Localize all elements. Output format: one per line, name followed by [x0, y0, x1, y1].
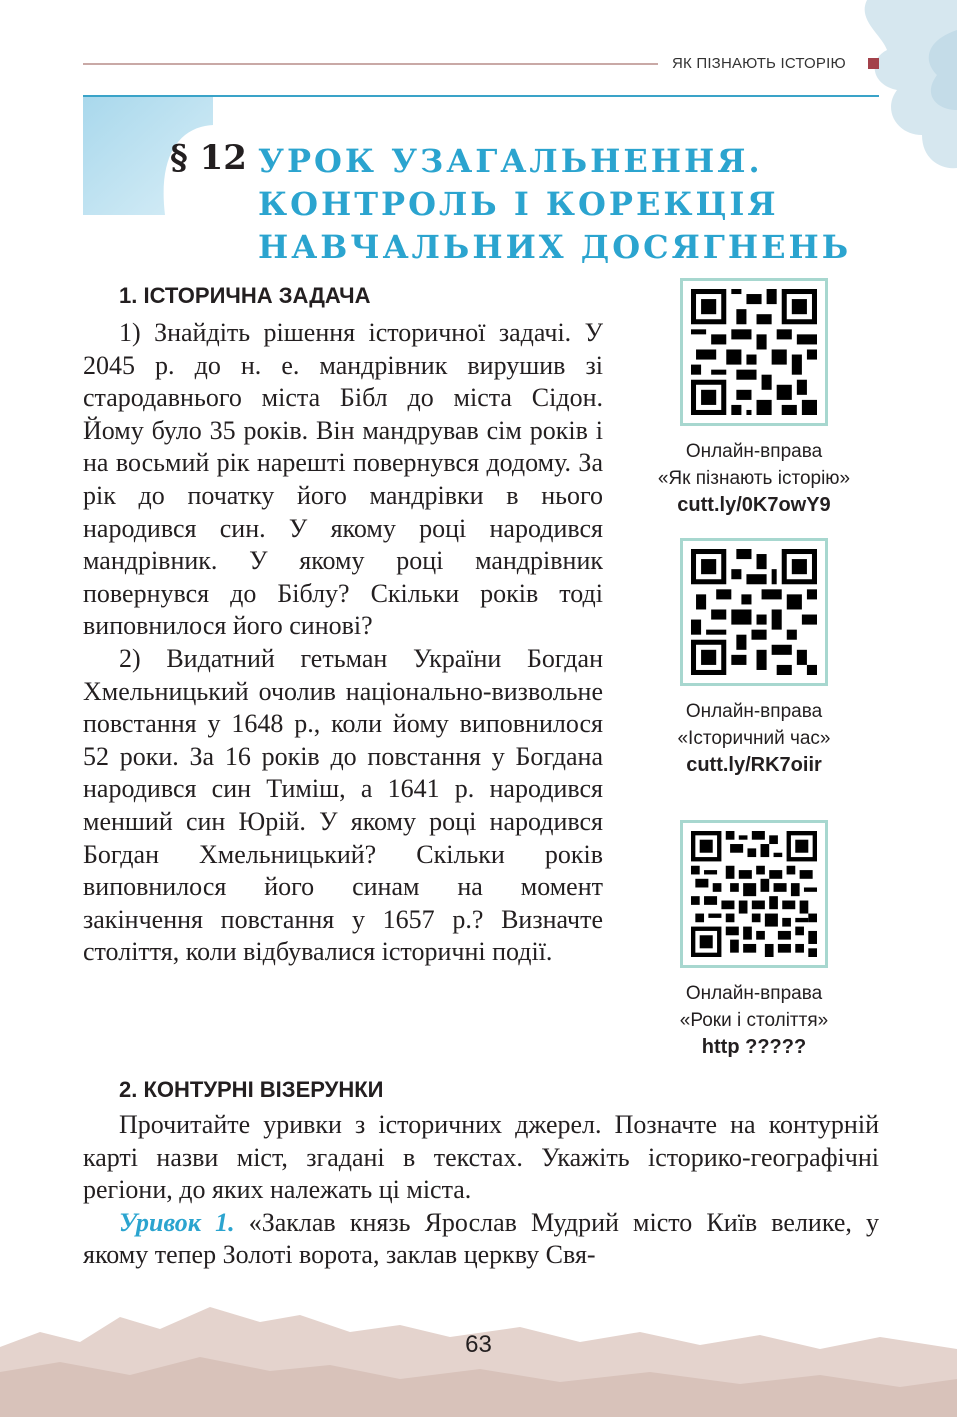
task-paragraph-2: 2) Видатний гетьман України Богдан Хмельницький очолив національно-визвольне повстання у 1648 р., коли йому виповнилося 52 роки. За 16 років до повстання у Богдана народився син Тиміш, а 1641 р. народився менший син Юрій. У якому році народився Богдан Хмельницький? Скільки років виповнилося його синам на момент закінчення повстання у 1657 р.? Визначте століття, коли відбувалися історичні події.: [83, 643, 603, 967]
lesson-title-line: КОНТРОЛЬ І КОРЕКЦІЯ: [258, 185, 779, 223]
qr-caption-title: «Як пізнають історію»: [657, 468, 851, 489]
qr-code-3[interactable]: [680, 820, 828, 968]
section-heading-contour-patterns: 2. КОНТУРНІ ВІЗЕРУНКИ: [119, 1077, 384, 1102]
lesson-title: [258, 140, 852, 269]
section-heading-historical-task: 1. ІСТОРИЧНА ЗАДАЧА: [119, 283, 371, 308]
header-rule: [83, 63, 658, 65]
excerpt-text: «Заклав князь Ярослав Мудрий місто Київ велике, у якому тепер Золоті ворота, заклав церкву Свя-: [83, 1207, 879, 1270]
qr-caption-title: «Історичний час»: [677, 728, 831, 749]
qr-caption-label: Онлайн-вправа: [685, 441, 823, 462]
qr-caption-1: [636, 438, 872, 519]
contour-patterns-text: [83, 1109, 879, 1272]
qr-code-icon: [691, 831, 817, 957]
page-number: 63: [465, 1331, 492, 1358]
qr-code-icon: [691, 289, 817, 415]
qr-link[interactable]: http ?????: [701, 1036, 807, 1058]
lesson-title-line: НАВЧАЛЬНИХ ДОСЯГНЕНЬ: [258, 228, 852, 266]
task-paragraph-1: 1) Знайдіть рішення історичної задачі. У 2045 р. до н. е. мандрівник вирушив зі стародавнього міста Бібл до міста Сідон. Йому було 35 років. Він мандрував сім років і на восьмий рік нарешті повернувся додому. За рік до початку його мандрівки в нього народився син. У якому році народився мандрівник. У якому році мандрівник повернувся до Біблу? Скільки років тоді виповнилося його синові?: [83, 318, 603, 641]
lesson-title-line: УРОК УЗАГАЛЬНЕННЯ.: [258, 142, 763, 180]
excerpt-paragraph: [83, 1207, 879, 1272]
qr-code-2[interactable]: [680, 538, 828, 686]
qr-caption-title: «Роки і століття»: [679, 1010, 829, 1031]
historical-task-text: [83, 317, 603, 969]
running-head: ЯК ПІЗНАЮТЬ ІСТОРІЮ: [672, 55, 846, 72]
qr-caption-label: Онлайн-вправа: [685, 701, 823, 722]
excerpt-label: Уривок 1.: [119, 1207, 235, 1237]
qr-caption-2: [636, 698, 872, 779]
lesson-number: § 12: [170, 138, 247, 178]
qr-link[interactable]: cutt.ly/0K7owY9: [677, 494, 831, 516]
header-square-icon: [868, 58, 879, 69]
cloud-decoration: [827, 0, 957, 220]
qr-link[interactable]: cutt.ly/RK7oiir: [686, 754, 822, 776]
qr-code-icon: [691, 549, 817, 675]
qr-code-1[interactable]: [680, 278, 828, 426]
contour-task-paragraph: Прочитайте уривки з історичних джерел. Позначте на контурній карті назви міст, згадані в текстах. Укажіть історико-географічні регіони, до яких належать ці міста.: [83, 1110, 879, 1205]
qr-caption-3: [636, 980, 872, 1061]
qr-caption-label: Онлайн-вправа: [685, 983, 823, 1004]
